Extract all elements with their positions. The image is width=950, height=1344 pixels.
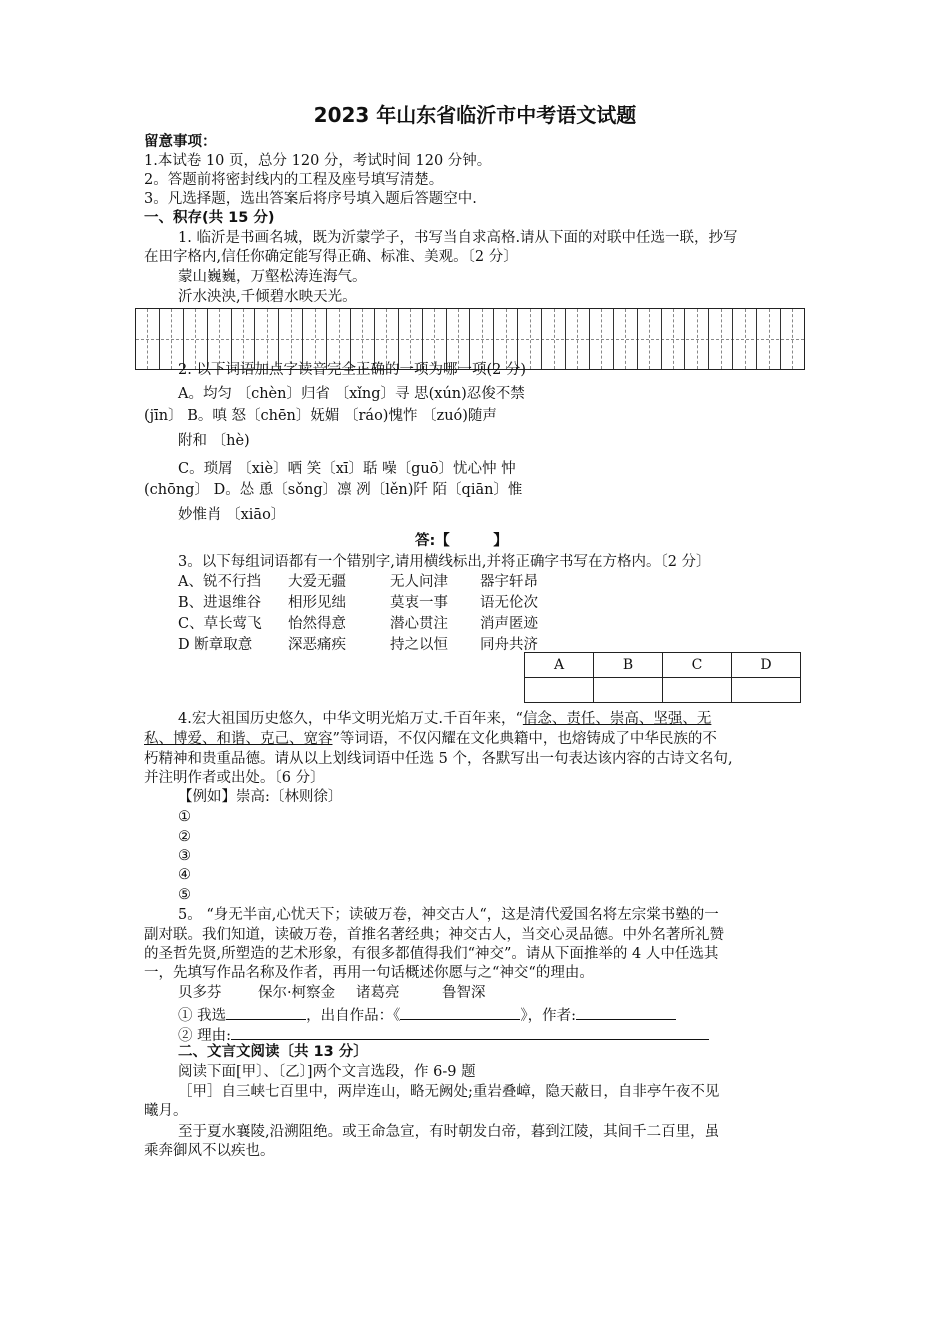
q5-person: 保尔·柯察金 — [258, 985, 336, 1001]
q3-answer-cell[interactable] — [732, 678, 801, 703]
q3-table-header: C — [663, 653, 732, 678]
grid-cell[interactable] — [232, 309, 256, 369]
passage-text: 乘奔御风不以疾也。 — [144, 1143, 275, 1159]
q3-table-header: A — [525, 653, 594, 678]
grid-cell[interactable] — [375, 309, 399, 369]
q3-word: 怡然得意 — [288, 616, 346, 632]
notice-item: 1.本试卷 10 页，总分 120 分，考试时间 120 分钟。 — [144, 153, 492, 169]
q3-answer-cell[interactable] — [663, 678, 732, 703]
author-blank[interactable] — [576, 1004, 676, 1020]
grid-cell[interactable] — [709, 309, 733, 369]
grid-cell[interactable] — [614, 309, 638, 369]
section1-heading: 一、积存(共 15 分) — [144, 210, 275, 226]
q5-text: 副对联。我们知道，读破万卷，首推名著经典；神交古人，当交心灵品德。中外名著所礼赞 — [144, 927, 724, 943]
q5-author-label: 》，作者: — [520, 1008, 576, 1024]
q3-answer-cell[interactable] — [594, 678, 663, 703]
grid-cell[interactable] — [136, 309, 160, 369]
q3-word: C、草长莺飞 — [178, 616, 262, 632]
q3-stem: 3。以下每组词语都有一个错别字,请用横线标出,并将正确字书写在方格内。〔2 分〕 — [178, 554, 711, 570]
grid-cell[interactable] — [327, 309, 351, 369]
q5-person: 诸葛亮 — [356, 985, 400, 1001]
q5-text: 5。 “身无半亩,心忧天下；读破万卷，神交古人“，这是清代爱国名将左宗棠书塾的一 — [178, 907, 719, 923]
q4-answer-mark[interactable]: ① — [178, 809, 191, 825]
grid-cell[interactable] — [781, 309, 804, 369]
grid-cell[interactable] — [399, 309, 423, 369]
grid-cell[interactable] — [733, 309, 757, 369]
q2-option-line: 附和 〔hè) — [178, 433, 250, 449]
q5-text: 的圣哲先贤,所塑造的艺术形象，有很多都值得我们“神交”。请从下面推举的 4 人中任选其 — [144, 946, 719, 962]
passage-text: 曦月。 — [144, 1103, 188, 1119]
grid-cell[interactable] — [638, 309, 662, 369]
q2-option-line: A。均匀 〔chèn〕归省 〔xǐng〕寻 思(xún)忍俊不禁 — [178, 386, 525, 402]
q5-person: 鲁智深 — [442, 985, 486, 1001]
q4-answer-mark[interactable]: ② — [178, 829, 191, 845]
q3-word: 大爱无疆 — [288, 574, 346, 590]
q5-people — [178, 984, 486, 1003]
q5-choose-label: ① 我选 — [178, 1008, 227, 1024]
q4-text: 朽精神和贵重品德。请从以上划线词语中任选 5 个，各默写出一句表达该内容的古诗文名句, — [144, 751, 733, 767]
q3-word: 无人问津 — [390, 574, 448, 590]
q5-choose-line — [178, 1004, 676, 1026]
section2-intro: 阅读下面[甲〕、〔乙〕]两个文言选段，作 6-9 题 — [178, 1064, 476, 1080]
q5-from-label: ，出自作品：《 — [306, 1008, 401, 1024]
q4-answer-mark[interactable]: ⑤ — [178, 887, 191, 903]
grid-cell[interactable] — [685, 309, 709, 369]
q2-option-line: C。琐屑 〔xiè〕哂 笑〔xī〕聒 噪〔guō〕忧心忡 忡 — [178, 461, 516, 477]
notice-heading: 留意事项： — [144, 134, 217, 150]
q4-text — [144, 730, 717, 749]
q4-text: 并注明作者或出处。〔6 分〕 — [144, 770, 325, 786]
q4-example: 【例如】崇高:〔林则徐〕 — [178, 789, 343, 805]
q4-answer-mark[interactable]: ④ — [178, 867, 191, 883]
q3-word: 潜心贯注 — [390, 616, 448, 632]
passage-text: ［甲］自三峡七百里中，两岸连山，略无阙处;重岩叠嶂，隐天蔽日，自非亭午夜不见 — [178, 1084, 720, 1100]
q2-answer-box[interactable]: 答:【 】 — [415, 533, 508, 549]
grid-cell[interactable] — [662, 309, 686, 369]
q3-table-header: B — [594, 653, 663, 678]
q1-text: 在田字格内,信任你确定能写得正确、标准、美观。〔2 分〕 — [144, 249, 518, 265]
q2-stem: 2. 以下词语加点字读音完全正确的一项为哪一项(2 分) — [178, 362, 527, 378]
grid-cell[interactable] — [423, 309, 447, 369]
q3-row — [178, 594, 538, 613]
grid-cell[interactable] — [351, 309, 375, 369]
couplet-line: 沂水泱泱,千倾碧水映天光。 — [178, 289, 357, 305]
section2-heading: 二、文言文阅读〔共 13 分〕 — [178, 1044, 368, 1060]
q2-option-line: (chōng〕 D。怂 恿〔sǒng〕凛 冽〔lěn)阡 陌〔qiān〕惟 — [144, 482, 523, 498]
grid-cell[interactable] — [303, 309, 327, 369]
q4-answer-mark[interactable]: ③ — [178, 848, 191, 864]
grid-cell[interactable] — [208, 309, 232, 369]
work-blank[interactable] — [400, 1004, 520, 1020]
grid-cell[interactable] — [757, 309, 781, 369]
grid-cell[interactable] — [542, 309, 566, 369]
q2-option-line: 妙惟肖 〔xiāo〕 — [178, 507, 286, 523]
q4-underlined-words: 私、博爱、和谐、克己、宽容 — [144, 731, 333, 747]
q3-word: D 断章取意 — [178, 637, 253, 653]
q4-text-part: 4.宏大祖国历史悠久，中华文明光焰万丈.千百年来，“ — [178, 711, 523, 727]
q3-row — [178, 615, 538, 634]
grid-cell[interactable] — [590, 309, 614, 369]
person-blank[interactable] — [226, 1004, 306, 1020]
grid-cell[interactable] — [518, 309, 542, 369]
notice-item: 2。答题前将密封线内的工程及座号填写清楚。 — [144, 172, 444, 188]
reason-blank[interactable] — [231, 1024, 709, 1040]
q3-row — [178, 636, 538, 655]
q3-word: 语无伦次 — [480, 595, 538, 611]
couplet-line: 蒙山巍巍，万壑松涛连海气。 — [178, 269, 367, 285]
q3-answer-table — [524, 652, 801, 703]
grid-cell[interactable] — [447, 309, 471, 369]
q3-table-header: D — [732, 653, 801, 678]
q5-person: 贝多芬 — [178, 985, 222, 1001]
q3-word: 消声匿迹 — [480, 616, 538, 632]
q3-word: 持之以恒 — [390, 637, 448, 653]
page-title: 2023 年山东省临沂市中考语文试题 — [313, 103, 637, 127]
grid-cell[interactable] — [255, 309, 279, 369]
grid-cell[interactable] — [160, 309, 184, 369]
q2-option-line: (jīn〕 B。嗔 怒〔chēn〕妩媚 〔ráo)愧怍 〔zuó)随声 — [144, 408, 497, 424]
grid-cell[interactable] — [279, 309, 303, 369]
notice-item: 3。凡选择题，选出答案后将序号填入题后答题空中. — [144, 191, 477, 207]
q3-answer-cell[interactable] — [525, 678, 594, 703]
q3-word: B、进退维谷 — [178, 595, 262, 611]
q4-text-part: ”等词语，不仅闪耀在文化典籍中，也熔铸成了中华民族的不 — [332, 731, 717, 747]
grid-cell[interactable] — [566, 309, 590, 369]
q3-word: A、锐不行挡 — [178, 574, 261, 590]
grid-cell[interactable] — [184, 309, 208, 369]
q3-word: 莫衷一事 — [390, 595, 448, 611]
q3-word: 器宇轩昂 — [480, 574, 538, 590]
q4-underlined-words: 信念、责任、崇高、坚强、无 — [522, 711, 712, 727]
q3-word: 深恶痛疾 — [288, 637, 346, 653]
q5-reason-label: ② 理由: — [178, 1028, 231, 1044]
q4-text — [178, 710, 711, 729]
q5-text: 一，先填写作品名称及作者，再用一句话概述你愿与之“神交“的理由。 — [144, 965, 594, 981]
q3-word: 相形见绌 — [288, 595, 346, 611]
q3-word: 同舟共济 — [480, 637, 538, 653]
grid-cell[interactable] — [470, 309, 494, 369]
q1-text: 1. 临沂是书画名城，既为沂蒙学子，书写当自求高格.请从下面的对联中任选一联，抄写 — [178, 230, 738, 246]
q3-row — [178, 573, 538, 592]
grid-cell[interactable] — [494, 309, 518, 369]
passage-text: 至于夏水襄陵,沿溯阻绝。或王命急宣，有时朝发白帝，暮到江陵，其间千二百里，虽 — [178, 1124, 720, 1140]
